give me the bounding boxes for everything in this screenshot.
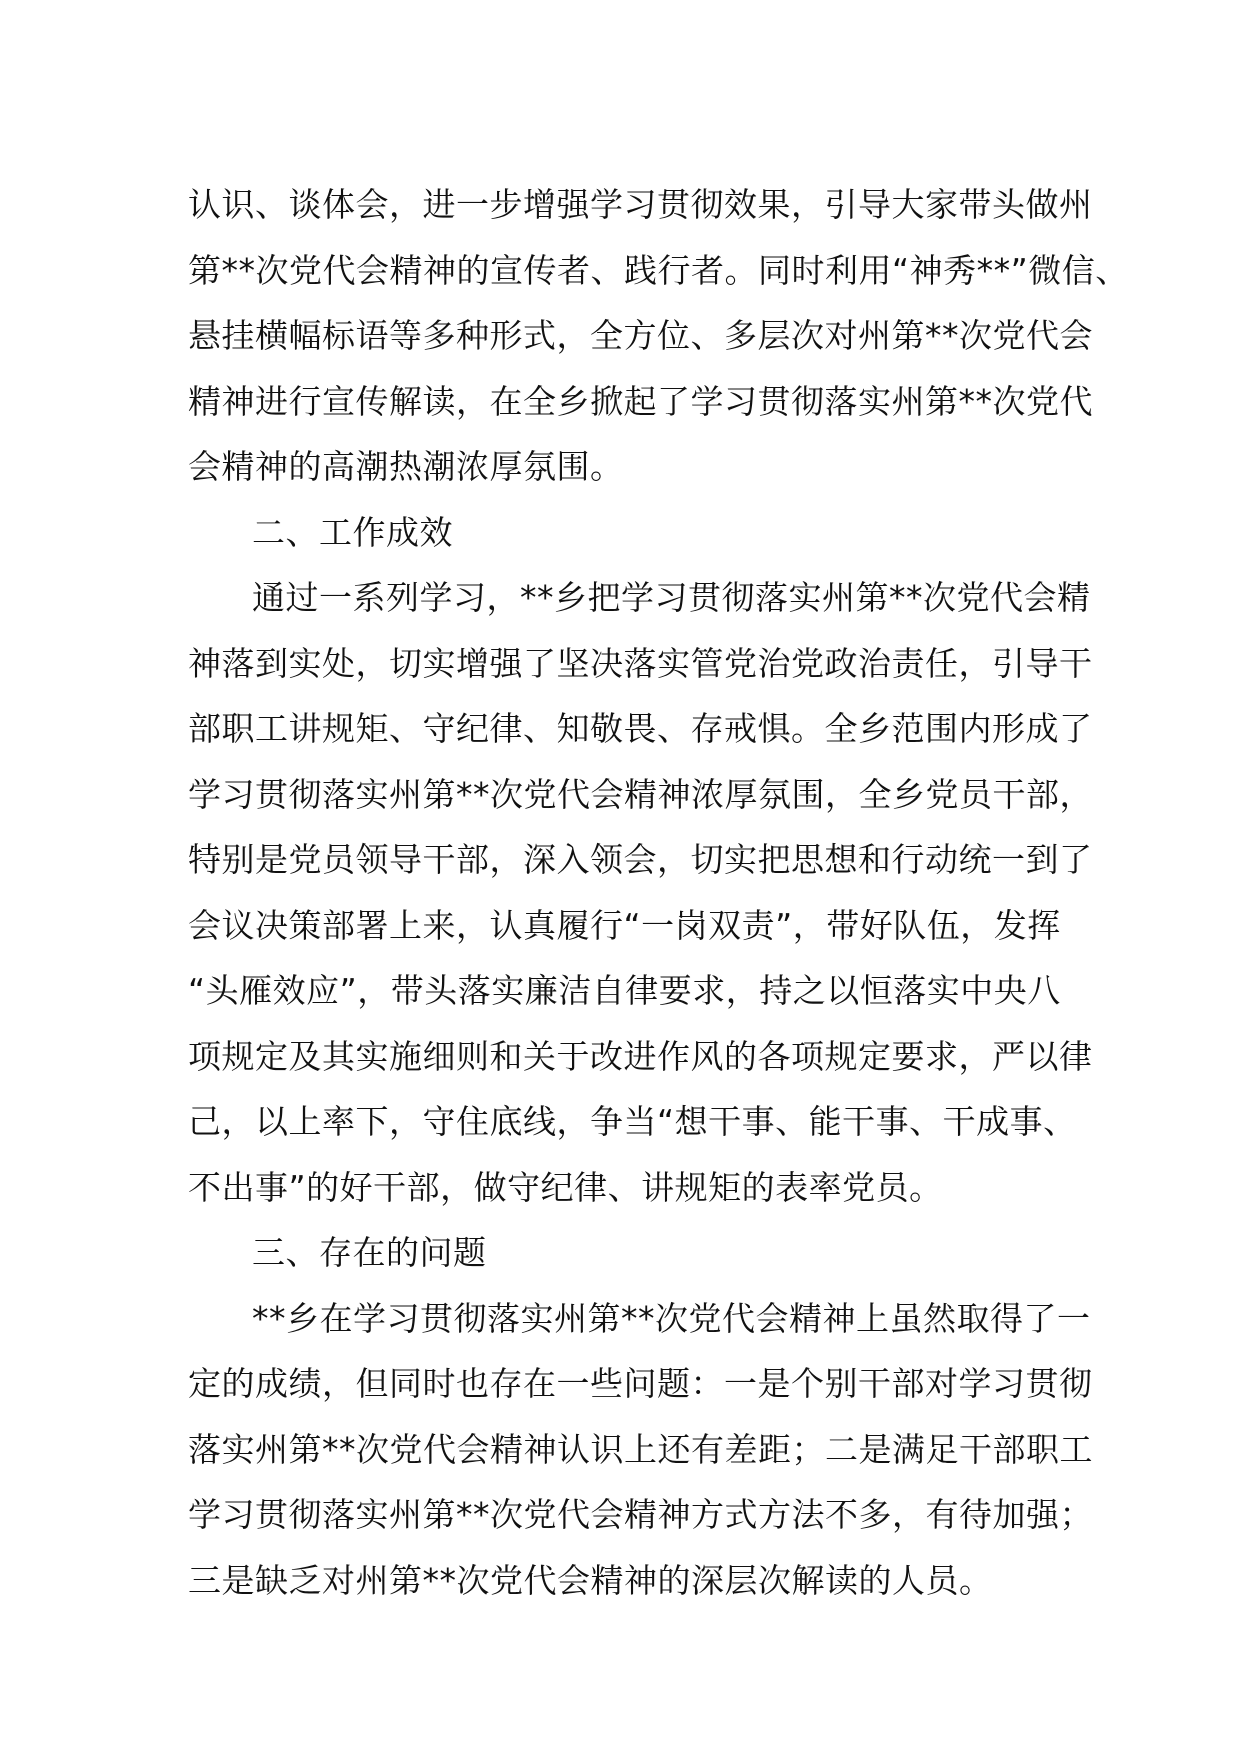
paragraph-line: 通过一系列学习，**乡把学习贯彻落实州第**次党代会精 (252, 578, 1091, 617)
paragraph-line: 精神进行宣传解读，在全乡掀起了学习贯彻落实州第**次党代 (188, 381, 1093, 421)
paragraph-line: 己，以上率下，守住底线，争当“想干事、能干事、干成事、 (188, 1102, 1077, 1141)
paragraph-line: 认识、谈体会，进一步增强学习贯彻效果，引导大家带头做州 (188, 185, 1093, 224)
paragraph-line: 会议决策部署上来，认真履行“一岗双责”，带好队伍，发挥 (188, 905, 1061, 945)
paragraph-line: 悬挂横幅标语等多种形式，全方位、多层次对州第**次党代会 (188, 316, 1093, 355)
paragraph-line: 学习贯彻落实州第**次党代会精神方式方法不多，有待加强； (188, 1495, 1093, 1534)
paragraph-line: 第**次党代会精神的宣传者、践行者。同时利用“神秀**”微信、 (188, 250, 1129, 290)
section-heading: 二、工作成效 (252, 512, 453, 552)
paragraph-line: 部职工讲规矩、守纪律、知敬畏、存戒惧。全乡范围内形成了 (188, 709, 1093, 748)
paragraph-line: 特别是党员领导干部，深入领会，切实把思想和行动统一到了 (188, 840, 1093, 879)
paragraph-line: 三是缺乏对州第**次党代会精神的深层次解读的人员。 (188, 1560, 993, 1600)
paragraph-line: 不出事”的好干部，做守纪律、讲规矩的表率党员。 (188, 1167, 943, 1207)
paragraph-line: 落实州第**次党代会精神认识上还有差距；二是满足干部职工 (188, 1429, 1093, 1469)
paragraph-line: “头雁效应”，带头落实廉洁自律要求，持之以恒落实中央八 (188, 971, 1061, 1010)
paragraph-line: 学习贯彻落实州第**次党代会精神浓厚氛围，全乡党员干部， (188, 774, 1093, 814)
paragraph-line: **乡在学习贯彻落实州第**次党代会精神上虽然取得了一 (252, 1298, 1091, 1338)
paragraph-line: 会精神的高潮热潮浓厚氛围。 (188, 447, 624, 486)
section-heading: 三、存在的问题 (252, 1233, 487, 1272)
paragraph-line: 神落到实处，切实增强了坚决落实管党治党政治责任，引导干 (188, 643, 1093, 683)
paragraph-line: 项规定及其实施细则和关于改进作风的各项规定要求，严以律 (188, 1036, 1093, 1076)
paragraph-line: 定的成绩，但同时也存在一些问题：一是个别干部对学习贯彻 (188, 1364, 1093, 1403)
document-body (188, 172, 1129, 1613)
